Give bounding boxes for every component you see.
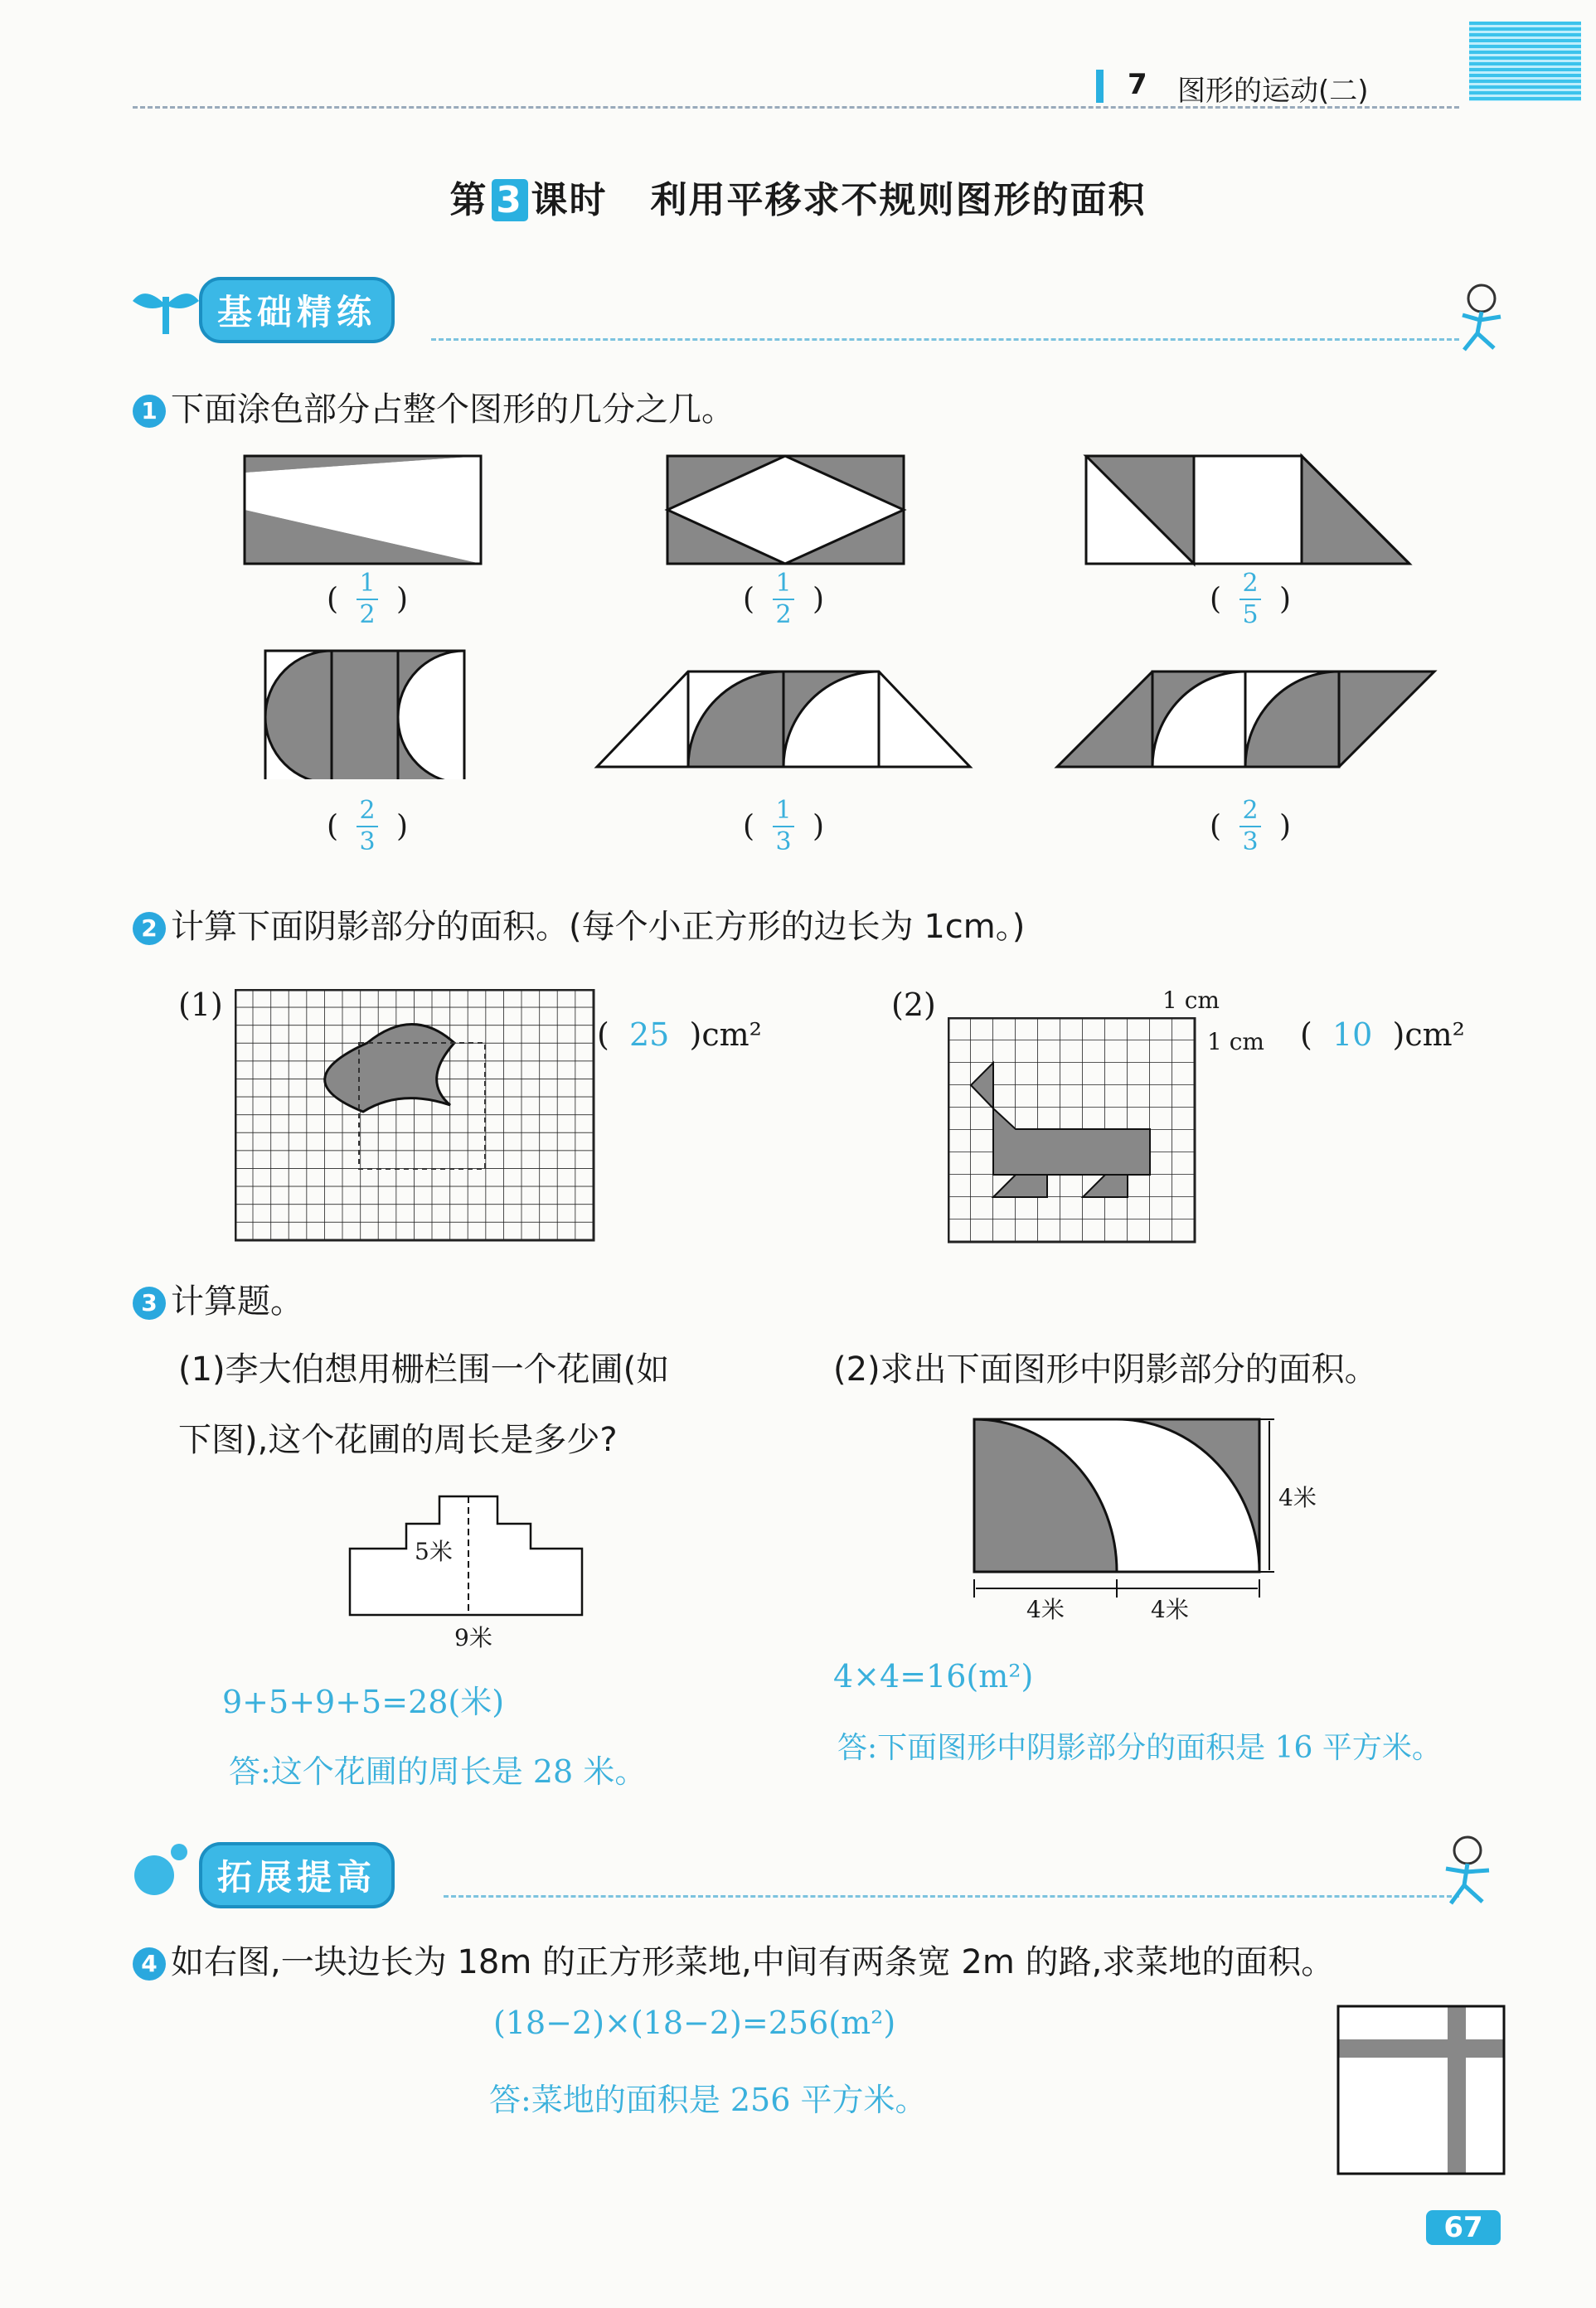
q1-a1-den: 2 (359, 600, 376, 629)
q1-number: 1 (133, 395, 166, 428)
q4-field-figure (1336, 2005, 1511, 2179)
q2-part2-answer-line (1300, 1016, 1465, 1053)
lesson-suffix: 课时 (531, 179, 608, 221)
q3-prompt (133, 1275, 303, 1322)
chapter-number: 7 (1128, 68, 1147, 101)
runner-icon (1453, 282, 1511, 356)
q2-p2-unit: )cm² (1392, 1016, 1465, 1053)
q1-a6-num: 2 (1242, 796, 1259, 825)
q1-a6-den: 3 (1242, 827, 1259, 856)
q1-a1-num: 1 (359, 569, 376, 598)
q1-figure-5 (597, 672, 970, 767)
q2-scale-vertical: 1 cm (1207, 1028, 1264, 1055)
bubble-icon (131, 1840, 197, 1907)
q3-figure-width-left: 4米 (1026, 1596, 1065, 1623)
q2-text: 计算下面阴影部分的面积。(每个小正方形的边长为 1cm。) (171, 908, 1026, 946)
q1-figure-4 (265, 651, 464, 779)
q3-number: 3 (133, 1287, 166, 1320)
q2-part2-label: (2) (891, 987, 936, 1023)
q1-answer-1: ( $\frac{1}{2}$ ) (326, 569, 409, 629)
q1-a4-den: 3 (359, 827, 376, 856)
q4-text: 如右图,一块边长为 18m 的正方形菜地,中间有两条宽 2m 的路,求菜地的面积。 (171, 1943, 1335, 1981)
q3-figure-width-right: 4米 (1151, 1596, 1189, 1623)
q2-prompt (133, 900, 1025, 948)
runner-icon-2 (1434, 1832, 1509, 1911)
lesson-title (0, 170, 1596, 223)
q4-prompt (133, 1936, 1334, 1983)
q3-part2-text: (2)求出下面图形中阴影部分的面积。 (833, 1350, 1378, 1389)
section-extend-divider (444, 1895, 1459, 1898)
q1-answer-2: ( $\frac{1}{2}$ ) (742, 569, 825, 629)
q3-part1-answer: 答:这个花圃的周长是 28 米。 (229, 1753, 647, 1790)
q2-part1-label: (1) (178, 987, 223, 1023)
lesson-topic: 利用平移求不规则图形的面积 (650, 179, 1147, 221)
q1-text: 下面涂色部分占整个图形的几分之几。 (171, 390, 735, 429)
sprout-icon (133, 280, 199, 338)
q3-part1-text-1: (1)李大伯想用栅栏围一个花圃(如 (178, 1350, 670, 1389)
page-number: 67 (1426, 2210, 1501, 2245)
q1-a3-num: 2 (1242, 569, 1259, 598)
q2-p1-open: ( (597, 1016, 609, 1053)
q1-figure-1 (245, 456, 481, 564)
q2-p2-open: ( (1300, 1016, 1312, 1053)
q3-part2-answer: 答:下面图形中阴影部分的面积是 16 平方米。 (837, 1731, 1442, 1765)
q3-garden-width: 9米 (454, 1624, 492, 1651)
q2-part1-answer-line (597, 1016, 762, 1053)
q1-a5-num: 1 (775, 796, 792, 825)
header-accent-bar (1096, 70, 1104, 103)
q3-part2-calc: 4×4=16(m²) (833, 1658, 1034, 1695)
q1-answer-5: ( $\frac{1}{3}$ ) (742, 796, 825, 856)
chapter-title: 图形的运动(二) (1177, 75, 1369, 108)
section-extend-banner: 拓展提高 (199, 1842, 395, 1908)
q3-part1-text-2: 下图),这个花圃的周长是多少? (178, 1421, 618, 1459)
q1-figure-6 (1057, 672, 1434, 767)
q3-part1-calc: 9+5+9+5=28(米) (222, 1684, 505, 1720)
q4-number: 4 (133, 1947, 166, 1981)
q3-text: 计算题。 (171, 1282, 303, 1321)
header-stripes (1469, 22, 1581, 101)
q2-scale-horizontal: 1 cm (1162, 987, 1220, 1014)
q2-grid-1 (235, 989, 599, 1248)
q1-figure-2 (667, 456, 904, 564)
q1-answer-3: ( $\frac{2}{5}$ ) (1209, 569, 1292, 629)
q1-a2-num: 1 (775, 569, 792, 598)
q2-p2-answer: 10 (1332, 1016, 1373, 1053)
q1-a4-num: 2 (359, 796, 376, 825)
q3-garden-figure (348, 1492, 589, 1625)
q3-shaded-figure (966, 1413, 1281, 1604)
q1-a3-den: 5 (1242, 600, 1259, 629)
lesson-number: 3 (492, 179, 528, 221)
q3-figure-height: 4米 (1278, 1484, 1317, 1511)
q1-a2-den: 2 (775, 600, 792, 629)
q2-number: 2 (133, 912, 166, 945)
q1-figures-row2 (257, 647, 1459, 779)
q2-p1-unit: )cm² (689, 1016, 762, 1053)
lesson-prefix: 第 (449, 179, 488, 221)
q4-calc: (18−2)×(18−2)=256(m²) (493, 2005, 896, 2041)
q4-answer: 答:菜地的面积是 256 平方米。 (489, 2082, 927, 2118)
q1-figure-3 (1086, 456, 1409, 564)
section-basic-banner: 基础精练 (199, 277, 395, 343)
q2-grid-2 (948, 1017, 1205, 1245)
q1-answer-4: ( $\frac{2}{3}$ ) (326, 796, 409, 856)
q3-garden-height: 5米 (415, 1538, 453, 1565)
q1-prompt (133, 383, 735, 430)
q2-p1-answer: 25 (629, 1016, 670, 1053)
section-basic-divider (431, 338, 1459, 341)
q1-a5-den: 3 (775, 827, 792, 856)
q1-answer-6: ( $\frac{2}{3}$ ) (1209, 796, 1292, 856)
